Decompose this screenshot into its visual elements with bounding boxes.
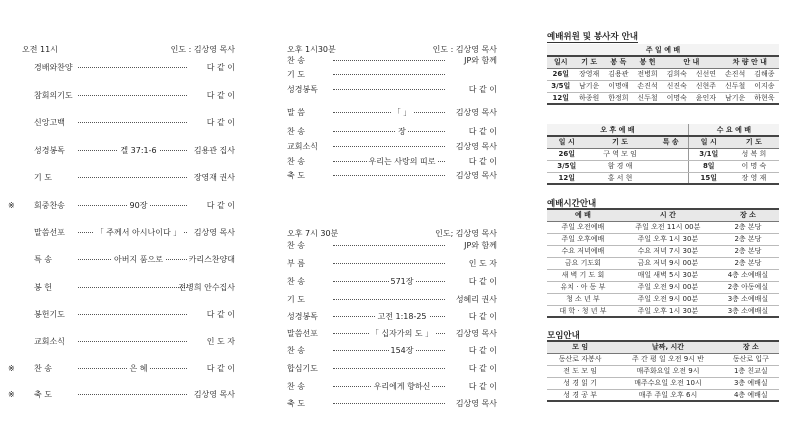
- order-item-label: 기 도: [287, 295, 305, 304]
- table-cell: 3층 예배실: [723, 377, 779, 389]
- leader-dots: [333, 263, 445, 264]
- leader-dots: [78, 287, 187, 288]
- order-item: [287, 398, 497, 409]
- order-item-label: 회중찬송: [34, 201, 65, 210]
- table-cell: 김희숙: [662, 68, 691, 80]
- column-header: 기 도: [575, 56, 604, 68]
- order-item-label: 특 송: [34, 255, 52, 264]
- order-item: [287, 345, 497, 356]
- order-item-label: 교회소식: [287, 142, 318, 151]
- table-cell: 3/5일: [547, 160, 587, 172]
- table-cell: 전병희: [633, 68, 662, 80]
- order-item: [287, 381, 497, 392]
- column-header: 시 간: [619, 209, 717, 221]
- leader-dots: [333, 403, 445, 404]
- schedule-title: 예배시간안내: [547, 199, 597, 209]
- column-header: 장 소: [723, 341, 779, 353]
- table-cell: 장 영 재: [729, 172, 779, 184]
- table-cell: 3층 소예배실: [717, 305, 779, 317]
- order-item-detail: 고전 1:18-25: [377, 312, 427, 321]
- order-item-person: 다 같 이: [206, 91, 235, 100]
- order-item-label: 찬 송: [287, 346, 305, 355]
- standing-mark: ※: [8, 201, 15, 210]
- table-cell: 이명애: [604, 80, 633, 92]
- order-item-person: JP와 함께: [464, 241, 497, 250]
- column-header: 장 소: [717, 209, 779, 221]
- table-cell: 유치 · 아 동 부: [547, 281, 619, 293]
- order-item-label: 찬 송: [287, 241, 305, 250]
- order-item-detail: 우리는 사랑의 띠로: [368, 157, 436, 166]
- table-cell: 청 소 년 부: [547, 293, 619, 305]
- column-header: 차 량 안 내: [721, 56, 779, 68]
- table-cell: 15일: [688, 172, 728, 184]
- table-cell: 주일 오전 9시 00분: [619, 293, 717, 305]
- order-item-person: 다 같 이: [206, 201, 235, 210]
- order-item-person: 다 같 이: [468, 364, 497, 373]
- column-header: 기 도: [587, 136, 654, 148]
- table-cell: 성 복 희: [729, 148, 779, 160]
- order-item-label: 신앙고백: [34, 118, 65, 127]
- table-cell: 12일: [547, 172, 587, 184]
- order-item-label: 교회소식: [34, 337, 65, 346]
- order-item-person: 다 같 이: [468, 85, 497, 94]
- table-cell: 동산로 입구: [723, 353, 779, 365]
- volunteers-title: 예배위원 및 봉사자 안내: [547, 32, 638, 42]
- order-item-detail: 우리에게 향하신: [373, 382, 431, 391]
- order-item-detail: 「 십자가의 도 」: [370, 329, 434, 338]
- leader-dots: [333, 74, 445, 75]
- table-cell: 새 벽 기 도 회: [547, 269, 619, 281]
- table-caption: 오 후 예 배: [547, 124, 688, 136]
- order-item: [287, 294, 497, 305]
- order-item: [287, 141, 497, 152]
- table-cell: 3/5일: [547, 80, 575, 92]
- order-item-person: 김상영 목사: [193, 390, 235, 399]
- morning-service-leader: 인도 : 김상영 목사: [170, 45, 235, 54]
- order-item-label: 봉헌기도: [34, 310, 65, 319]
- leader-dots: [333, 89, 445, 90]
- order-item-person: 카리스찬양대: [188, 255, 235, 264]
- column-header: 일시: [547, 56, 575, 68]
- table-cell: [654, 160, 689, 172]
- order-item: [287, 126, 497, 137]
- table-cell: 남기운: [575, 80, 604, 92]
- order-item-label: 성경봉독: [34, 146, 65, 155]
- leader-dots: [78, 177, 187, 178]
- column-header: 특 송: [654, 136, 689, 148]
- table-cell: 주 간 평 일 오전 9시 반: [613, 353, 722, 365]
- order-item-detail: 겔 37:1-6: [120, 146, 157, 155]
- table-cell: 대 학 · 청 년 부: [547, 305, 619, 317]
- order-item-label: 참회의기도: [34, 91, 73, 100]
- order-item-detail: 154장: [390, 346, 414, 355]
- column-header: 봉 독: [604, 56, 633, 68]
- order-item: [22, 117, 235, 128]
- order-item-person: 김상영 목사: [193, 228, 235, 237]
- table-cell: 수요 저녁예배: [547, 245, 619, 257]
- order-item: [22, 145, 235, 156]
- table-cell: 매주화요일 오전 9시: [613, 365, 722, 377]
- table-cell: 남기운: [721, 92, 750, 104]
- column-header: 기 도: [729, 136, 779, 148]
- table-cell: 하현욱: [750, 92, 779, 104]
- order-item-person: 장영재 권사: [193, 173, 235, 182]
- standing-mark: ※: [8, 364, 15, 373]
- table-cell: 1층 친교실: [723, 365, 779, 377]
- table-cell: 수요 저녁 7시 30분: [619, 245, 717, 257]
- sunday-volunteers-table: [547, 44, 779, 105]
- leader-dots: [333, 60, 445, 61]
- order-item-detail: 은 혜: [129, 364, 148, 373]
- order-item-label: 찬 송: [287, 277, 305, 286]
- order-item-label: 찬 송: [287, 157, 305, 166]
- order-item-person: 다 같 이: [468, 346, 497, 355]
- order-item: [22, 254, 235, 265]
- order-item-label: 합심기도: [287, 364, 318, 373]
- order-item: [287, 276, 497, 287]
- order-item-label: 성경봉독: [287, 85, 318, 94]
- afternoon-service-leader: 인도 : 김상영 목사: [432, 45, 497, 54]
- order-item: [287, 258, 497, 269]
- table-cell: 성 경 공 부: [547, 389, 613, 401]
- table-cell: 손진석: [721, 68, 750, 80]
- table-cell: 2층 본당: [717, 257, 779, 269]
- order-item-person: 김상영 목사: [455, 108, 497, 117]
- leader-dots: [78, 314, 187, 315]
- order-item-person: 김상영 목사: [455, 171, 497, 180]
- leader-dots: [78, 67, 187, 68]
- column-header: 모 임: [547, 341, 613, 353]
- evening-service-header: [287, 228, 497, 239]
- table-cell: 매주수요일 오전 10시: [613, 377, 722, 389]
- table-cell: 4층 소예배실: [717, 269, 779, 281]
- order-item-person: 김상영 목사: [455, 142, 497, 151]
- leader-dots: [333, 245, 445, 246]
- leader-dots: [333, 368, 445, 369]
- order-item: [22, 172, 235, 183]
- leader-dots: [78, 95, 187, 96]
- order-item: [8, 200, 235, 211]
- order-item: [22, 282, 235, 293]
- order-item: [287, 107, 497, 118]
- table-cell: 26일: [547, 68, 575, 80]
- order-item-person: 인 도 자: [206, 337, 235, 346]
- order-item-person: 김상영 목사: [455, 399, 497, 408]
- morning-service-time: 오전 11시: [22, 45, 58, 54]
- order-item-detail: 571장: [390, 277, 414, 286]
- order-item-person: 다 같 이: [206, 118, 235, 127]
- column-header: 일 시: [547, 136, 587, 148]
- order-item-detail: 「 주께서 아시나이다 」: [95, 228, 182, 237]
- order-item-person: 성혜리 권사: [455, 295, 497, 304]
- table-cell: 8일: [688, 160, 728, 172]
- table-cell: 전 도 모 임: [547, 365, 613, 377]
- morning-service-header: [22, 44, 235, 55]
- order-item-person: 다 같 이: [206, 310, 235, 319]
- table-cell: 손진석: [633, 80, 662, 92]
- table-cell: 3층 소예배실: [717, 293, 779, 305]
- order-item-label: 부 름: [287, 259, 305, 268]
- leader-dots: [78, 394, 187, 395]
- table-cell: 김용관: [604, 68, 633, 80]
- order-item-label: 말 씀: [287, 108, 305, 117]
- order-item-label: 축 도: [287, 399, 305, 408]
- order-item-label: 말씀선포: [287, 329, 318, 338]
- order-item: [22, 62, 235, 73]
- table-cell: 4층 예배실: [723, 389, 779, 401]
- table-cell: 12일: [547, 92, 575, 104]
- column-header: 안 내: [662, 56, 720, 68]
- order-item-label: 성경봉독: [287, 312, 318, 321]
- order-item-person: 전병희 안수집사: [178, 283, 235, 292]
- table-cell: 매일 새벽 5시 30분: [619, 269, 717, 281]
- order-item-person: 다 같 이: [206, 63, 235, 72]
- order-item-person: 다 같 이: [468, 277, 497, 286]
- table-cell: 주일 오전 11시 00분: [619, 221, 717, 233]
- meetings-table: [547, 340, 779, 402]
- table-cell: 동산로 자봉사: [547, 353, 613, 365]
- table-cell: 한정희: [604, 92, 633, 104]
- order-item-person: 다 같 이: [468, 157, 497, 166]
- table-cell: 2층 본당: [717, 233, 779, 245]
- table-cell: 주일 오후 1시 30분: [619, 233, 717, 245]
- afternoon-service-header: [287, 44, 497, 55]
- order-item-detail: 90장: [129, 201, 148, 210]
- order-item-person: JP와 함께: [464, 56, 497, 65]
- table-caption: 수 요 예 배: [688, 124, 779, 136]
- table-cell: 주일 오전 9시 00분: [619, 281, 717, 293]
- order-item: [8, 363, 235, 374]
- table-cell: 주일 오전예배: [547, 221, 619, 233]
- table-cell: 주일 오후예배: [547, 233, 619, 245]
- table-cell: 이명숙: [662, 92, 691, 104]
- order-item-label: 경배와찬양: [34, 63, 73, 72]
- order-item: [22, 309, 235, 320]
- order-item-person: 다 같 이: [468, 127, 497, 136]
- afternoon-service-time: 오후 1시30분: [287, 45, 336, 54]
- afternoon-wednesday-table: [547, 124, 779, 185]
- table-cell: 2층 본당: [717, 245, 779, 257]
- leader-dots: [333, 299, 445, 300]
- order-item-detail: 「 」: [392, 108, 412, 117]
- column-header: 봉 헌: [633, 56, 662, 68]
- column-header: 예 배: [547, 209, 619, 221]
- schedule-table: [547, 208, 779, 318]
- table-cell: 2층 아동예실: [717, 281, 779, 293]
- leader-dots: [333, 146, 445, 147]
- order-item-person: 다 같 이: [206, 364, 235, 373]
- table-cell: 3/1일: [688, 148, 728, 160]
- order-item-person: 인 도 자: [468, 259, 497, 268]
- order-item: [287, 363, 497, 374]
- leader-dots: [333, 175, 445, 176]
- table-cell: 2층 본당: [717, 221, 779, 233]
- table-cell: 성 경 읽 기: [547, 377, 613, 389]
- table-cell: 주일 오후 1시 30분: [619, 305, 717, 317]
- order-item: [22, 227, 235, 238]
- order-item: [287, 240, 497, 251]
- order-item-person: 김상영 목사: [455, 329, 497, 338]
- order-item-person: 다 같 이: [468, 382, 497, 391]
- evening-service-time: 오후 7시 30분: [287, 229, 339, 238]
- table-cell: 신선연: [691, 68, 720, 80]
- order-item-label: 찬 송: [287, 127, 305, 136]
- order-item: [287, 328, 497, 339]
- order-item: [287, 311, 497, 322]
- order-item-detail: 아버지 품으로: [114, 255, 163, 264]
- order-item-label: 기 도: [287, 70, 305, 79]
- meetings-title: 모임안내: [547, 331, 580, 341]
- order-item-label: 봉 헌: [34, 283, 52, 292]
- order-item: [8, 389, 235, 400]
- leader-dots: [78, 122, 187, 123]
- table-caption: 주 일 예 배: [547, 44, 779, 56]
- column-header: 일 시: [688, 136, 728, 148]
- table-cell: 구 역 모 임: [587, 148, 654, 160]
- table-cell: 이 명 숙: [729, 160, 779, 172]
- order-item-label: 축 도: [34, 390, 52, 399]
- table-cell: 홍 서 현: [587, 172, 654, 184]
- order-item-label: 찬 송: [287, 382, 305, 391]
- table-cell: 하종원: [575, 92, 604, 104]
- table-cell: [654, 148, 689, 160]
- table-cell: 이지송: [750, 80, 779, 92]
- table-cell: 윤인자: [691, 92, 720, 104]
- order-item-label: 축 도: [287, 171, 305, 180]
- order-item-detail: 장: [398, 127, 406, 136]
- table-cell: [654, 172, 689, 184]
- order-item-label: 말씀선포: [34, 228, 65, 237]
- table-cell: 신두철: [633, 92, 662, 104]
- standing-mark: ※: [8, 390, 15, 399]
- order-item: [22, 336, 235, 347]
- evening-service-leader: 인도; 김상영 목사: [435, 229, 497, 238]
- table-cell: 금요 기도회: [547, 257, 619, 269]
- order-item: [287, 55, 497, 66]
- table-cell: 신현주: [691, 80, 720, 92]
- table-cell: 금요 저녁 9시 00분: [619, 257, 717, 269]
- order-item: [287, 156, 497, 167]
- table-cell: 장영재: [575, 68, 604, 80]
- order-item-label: 찬 송: [287, 56, 305, 65]
- table-cell: 매주 주일 오후 6시: [613, 389, 722, 401]
- order-item: [287, 170, 497, 181]
- order-item-label: 찬 송: [34, 364, 52, 373]
- table-cell: 26일: [547, 148, 587, 160]
- order-item: [287, 69, 497, 80]
- column-header: 날짜, 시간: [613, 341, 722, 353]
- table-cell: 함 경 애: [587, 160, 654, 172]
- order-item: [287, 84, 497, 95]
- table-cell: 김해종: [750, 68, 779, 80]
- order-item-person: 다 같 이: [468, 312, 497, 321]
- order-item: [22, 90, 235, 101]
- order-item-label: 기 도: [34, 173, 52, 182]
- table-cell: 신두철: [721, 80, 750, 92]
- table-cell: 신진숙: [662, 80, 691, 92]
- order-item-person: 김용관 집사: [193, 146, 235, 155]
- leader-dots: [78, 341, 187, 342]
